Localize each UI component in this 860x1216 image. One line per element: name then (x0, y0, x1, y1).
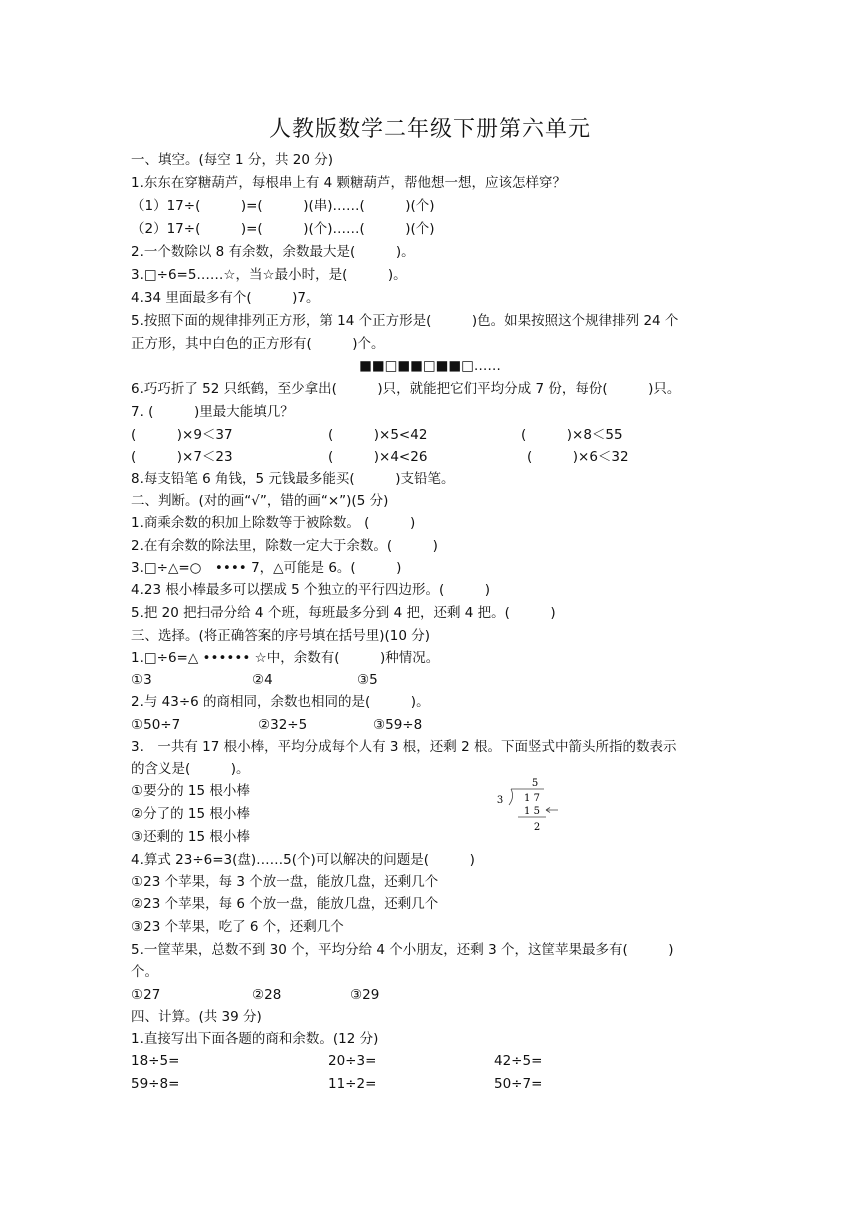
s2-item-3: 3.□÷△=○ •••• 7，△可能是 6。( ) (131, 560, 402, 576)
s3-q5-opt1: ①27 (131, 987, 161, 1003)
s4-r2c2: 11÷2= (328, 1076, 377, 1092)
s1-q7-r2c1: ( )×7＜23 (131, 449, 233, 465)
s1-q5-line2: 正方形，其中白色的正方形有( )个。 (131, 336, 385, 352)
s4-r1c1: 18÷5= (131, 1053, 180, 1069)
page-title: 人教版数学二年级下册第六单元 (268, 117, 591, 142)
s2-item-4: 4.23 根小棒最多可以摆成 5 个独立的平行四边形。( ) (131, 582, 491, 598)
s1-q7-r2c3: ( )×6＜32 (527, 449, 629, 465)
s4-r1c2: 20÷3= (328, 1053, 377, 1069)
square-pattern: ■■□■■□■■□…… (359, 358, 501, 374)
ld-product: 1 5 (524, 806, 540, 817)
s3-q1-opt3: ③5 (357, 672, 378, 688)
s3-q2-opt1: ①50÷7 (131, 717, 181, 733)
s1-q8: 8.每支铅笔 6 角钱，5 元钱最多能买( )支铅笔。 (131, 471, 455, 487)
s4-q1: 1.直接写出下面各题的商和余数。(12 分) (131, 1031, 379, 1047)
s1-q4: 4.34 里面最多有个( )7。 (131, 290, 320, 306)
s3-q3-line2: 的含义是( )。 (131, 761, 250, 777)
s3-q4-opt3: ③23 个苹果，吃了 6 个，还剩几个 (131, 919, 344, 935)
s3-q1: 1.□÷6=△ •••••• ☆中，余数有( )种情况。 (131, 650, 440, 666)
s1-q1: 1.东东在穿糖葫芦，每根串上有 4 颗糖葫芦，帮他想一想，应该怎样穿？ (131, 175, 567, 191)
s1-q7-r1c3: ( )×8＜55 (521, 427, 623, 443)
s1-q7-r1c2: ( )×5<42 (328, 427, 428, 443)
s3-q4: 4.算式 23÷6=3(盘)……5(个)可以解决的问题是( ) (131, 852, 475, 868)
s3-q3-line1: 3. 一共有 17 根小棒，平均分成每个人有 3 根，还剩 2 根。下面竖式中箭头所指的数表示 (131, 739, 677, 755)
s4-r2c1: 59÷8= (131, 1076, 180, 1092)
s1-q7-r2c2: ( )×4<26 (328, 449, 428, 465)
ld-quotient: 5 (531, 778, 539, 789)
s1-q6: 6.巧巧折了 52 只纸鹤，至少拿出( )只，就能把它们平均分成 7 份，每份( )只。 (131, 381, 681, 397)
s3-q4-opt2: ②23 个苹果，每 6 个放一盘，能放几盘，还剩几个 (131, 896, 439, 912)
s1-q1-part1: （1）17÷( )=( )(串)……( )(个) (131, 198, 435, 214)
s3-q3-opt3: ③还剩的 15 根小棒 (131, 829, 250, 845)
arrow-icon (546, 808, 558, 813)
s4-r2c3: 50÷7= (494, 1076, 543, 1092)
s3-q5-opt2: ②28 (252, 987, 282, 1003)
section-2-header: 二、判断。(对的画“√”，错的画“×”)(5 分) (131, 493, 389, 509)
s1-q5-line1: 5.按照下面的规律排列正方形，第 14 个正方形是( )色。如果按照这个规律排列 24 个 (131, 313, 679, 329)
s1-q7: 7. ( )里最大能填几？ (131, 404, 294, 420)
s2-item-2: 2.在有余数的除法里，除数一定大于余数。( ) (131, 538, 438, 554)
section-1-header: 一、填空。(每空 1 分，共 20 分) (131, 152, 333, 168)
section-4-header: 四、计算。(共 39 分) (131, 1009, 262, 1025)
ld-divisor: 3 (496, 795, 504, 806)
long-division-figure (494, 775, 564, 835)
s3-q2: 2.与 43÷6 的商相同，余数也相同的是( )。 (131, 694, 430, 710)
s3-q3-opt1: ①要分的 15 根小棒 (131, 783, 250, 799)
s3-q5-line1: 5.一筐苹果，总数不到 30 个，平均分给 4 个小朋友，还剩 3 个，这筐苹果最多有( ) (131, 942, 674, 958)
s4-r1c3: 42÷5= (494, 1053, 543, 1069)
s2-item-5: 5.把 20 把扫帚分给 4 个班，每班最多分到 4 把，还剩 4 把。( ) (131, 605, 556, 621)
s3-q1-opt1: ①3 (131, 672, 152, 688)
s3-q2-opt3: ③59÷8 (373, 717, 423, 733)
s3-q1-opt2: ②4 (252, 672, 273, 688)
s3-q5-line2: 个。 (131, 964, 158, 980)
ld-dividend: 1 7 (524, 793, 540, 804)
ld-remainder: 2 (533, 822, 541, 833)
s1-q2: 2.一个数除以 8 有余数，余数最大是( )。 (131, 244, 415, 260)
s3-q5-opt3: ③29 (350, 987, 380, 1003)
s1-q1-part2: （2）17÷( )=( )(个)……( )(个) (131, 221, 435, 237)
s3-q3-opt2: ②分了的 15 根小棒 (131, 806, 250, 822)
s3-q2-opt2: ②32÷5 (258, 717, 308, 733)
section-3-header: 三、选择。(将正确答案的序号填在括号里)(10 分) (131, 628, 431, 644)
s2-item-1: 1.商乘余数的积加上除数等于被除数。 ( ) (131, 515, 416, 531)
s3-q4-opt1: ①23 个苹果，每 3 个放一盘，能放几盘，还剩几个 (131, 874, 439, 890)
s1-q3: 3.□÷6=5……☆，当☆最小时，是( )。 (131, 267, 407, 283)
s1-q7-r1c1: ( )×9＜37 (131, 427, 233, 443)
